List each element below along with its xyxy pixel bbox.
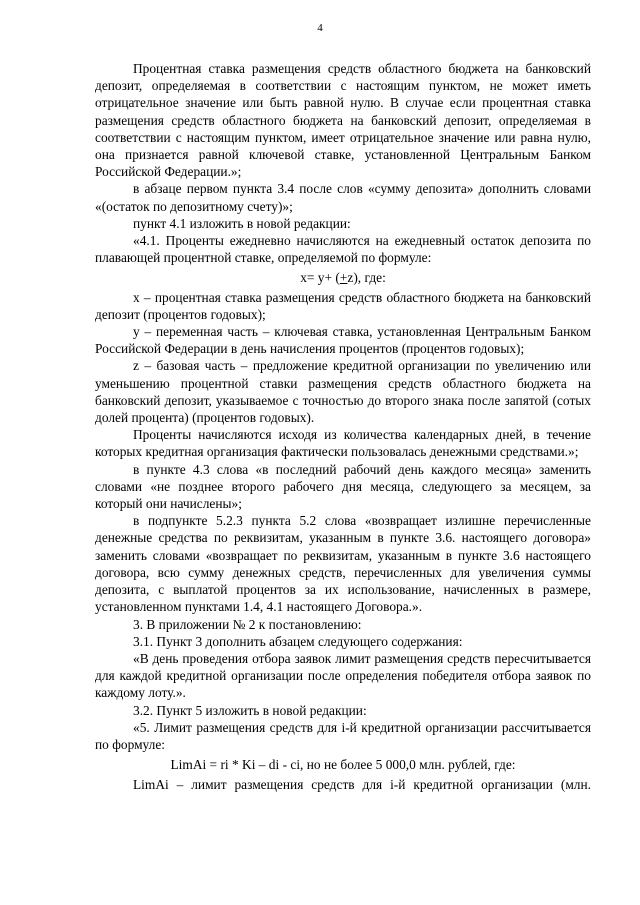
paragraph: в абзаце первом пункта 3.4 после слов «сумму депозита» дополнить словами «(остаток по депозитному счету)»; bbox=[95, 181, 591, 214]
formula-interest-rate bbox=[95, 269, 591, 286]
paragraph: пункт 4.1 изложить в новой редакции: bbox=[133, 215, 351, 231]
paragraph: «4.1. Проценты ежедневно начисляются на ежедневный остаток депозита по плавающей процентной ставке, определяемой по формуле: bbox=[95, 233, 591, 266]
paragraph: 3. В приложении № 2 к постановлению: bbox=[133, 616, 362, 632]
formula-prefix: х= у+ ( bbox=[300, 270, 340, 286]
formula-suffix: z), где: bbox=[347, 270, 386, 286]
paragraph: Проценты начисляются исходя из количества календарных дней, в течение которых кредитная организация фактически пользовалась денежными средствами.»; bbox=[95, 427, 591, 460]
paragraph: Процентная ставка размещения средств областного бюджета на банковский депозит, определяемая в соответствии с настоящим пунктом, не может иметь отрицательное значение или быть равной нулю. В случае если процентная ставка размещения средств областного бюджета на банковский депозит, определяемая в соответствии с настоящим пунктом, имеет отрицательное значение или равна нулю, она признается равной ключевой ставке, установленной Центральным Банком Российской Федерации.»; bbox=[95, 61, 591, 180]
paragraph: в подпункте 5.2.3 пункта 5.2 слова «возвращает излишне перечисленные денежные средства по реквизитам, указанным в пункте 3.6. настоящего договора» заменить словами «возвращает по реквизитам, указанным в пункте 3.6 настоящего договора, всю сумму денежных средств, перечисленных для увеличения суммы депозита, с выплатой процентов за их использование, начисленных в размере, установленном пунктами 1.4, 4.1 настоящего Договора.». bbox=[95, 513, 591, 615]
paragraph: у – переменная часть – ключевая ставка, установленная Центральным Банком Российской Федерации в день начисления процентов (процентов годовых); bbox=[95, 324, 591, 357]
paragraph: в пункте 4.3 слова «в последний рабочий день каждого месяца» заменить словами «не позднее второго рабочего дня месяца, следующего за месяцем, за который они начислены»; bbox=[95, 461, 591, 512]
formula-limit: LimAi = ri * Ki – di - ci, но не более 5 000,0 млн. рублей, где: bbox=[170, 757, 516, 773]
paragraph: 3.1. Пункт 3 дополнить абзацем следующего содержания: bbox=[133, 633, 463, 649]
paragraph: z – базовая часть – предложение кредитной организации по увеличению или уменьшению процентной ставки размещения средств областного бюджета на банковский депозит, указываемое с точностью до второго знака после запятой (сотых долей процента) (процентов годовых). bbox=[95, 358, 591, 426]
paragraph: «В день проведения отбора заявок лимит размещения средств пересчитывается для каждой кредитной организации после определения победителя отбора заявок по каждому лоту.». bbox=[95, 650, 591, 701]
paragraph: х – процентная ставка размещения средств областного бюджета на банковский депозит (процентов годовых); bbox=[95, 289, 591, 322]
page-number: 4 bbox=[317, 22, 323, 34]
formula-plus-minus: + bbox=[339, 270, 348, 286]
paragraph-last-line: LimAi – лимит размещения средств для i-й кредитной организации (млн. bbox=[133, 777, 591, 793]
document-body bbox=[95, 60, 591, 794]
paragraph: 3.2. Пункт 5 изложить в новой редакции: bbox=[133, 702, 367, 718]
paragraph: «5. Лимит размещения средств для i-й кредитной организации рассчитывается по формуле: bbox=[95, 719, 591, 752]
